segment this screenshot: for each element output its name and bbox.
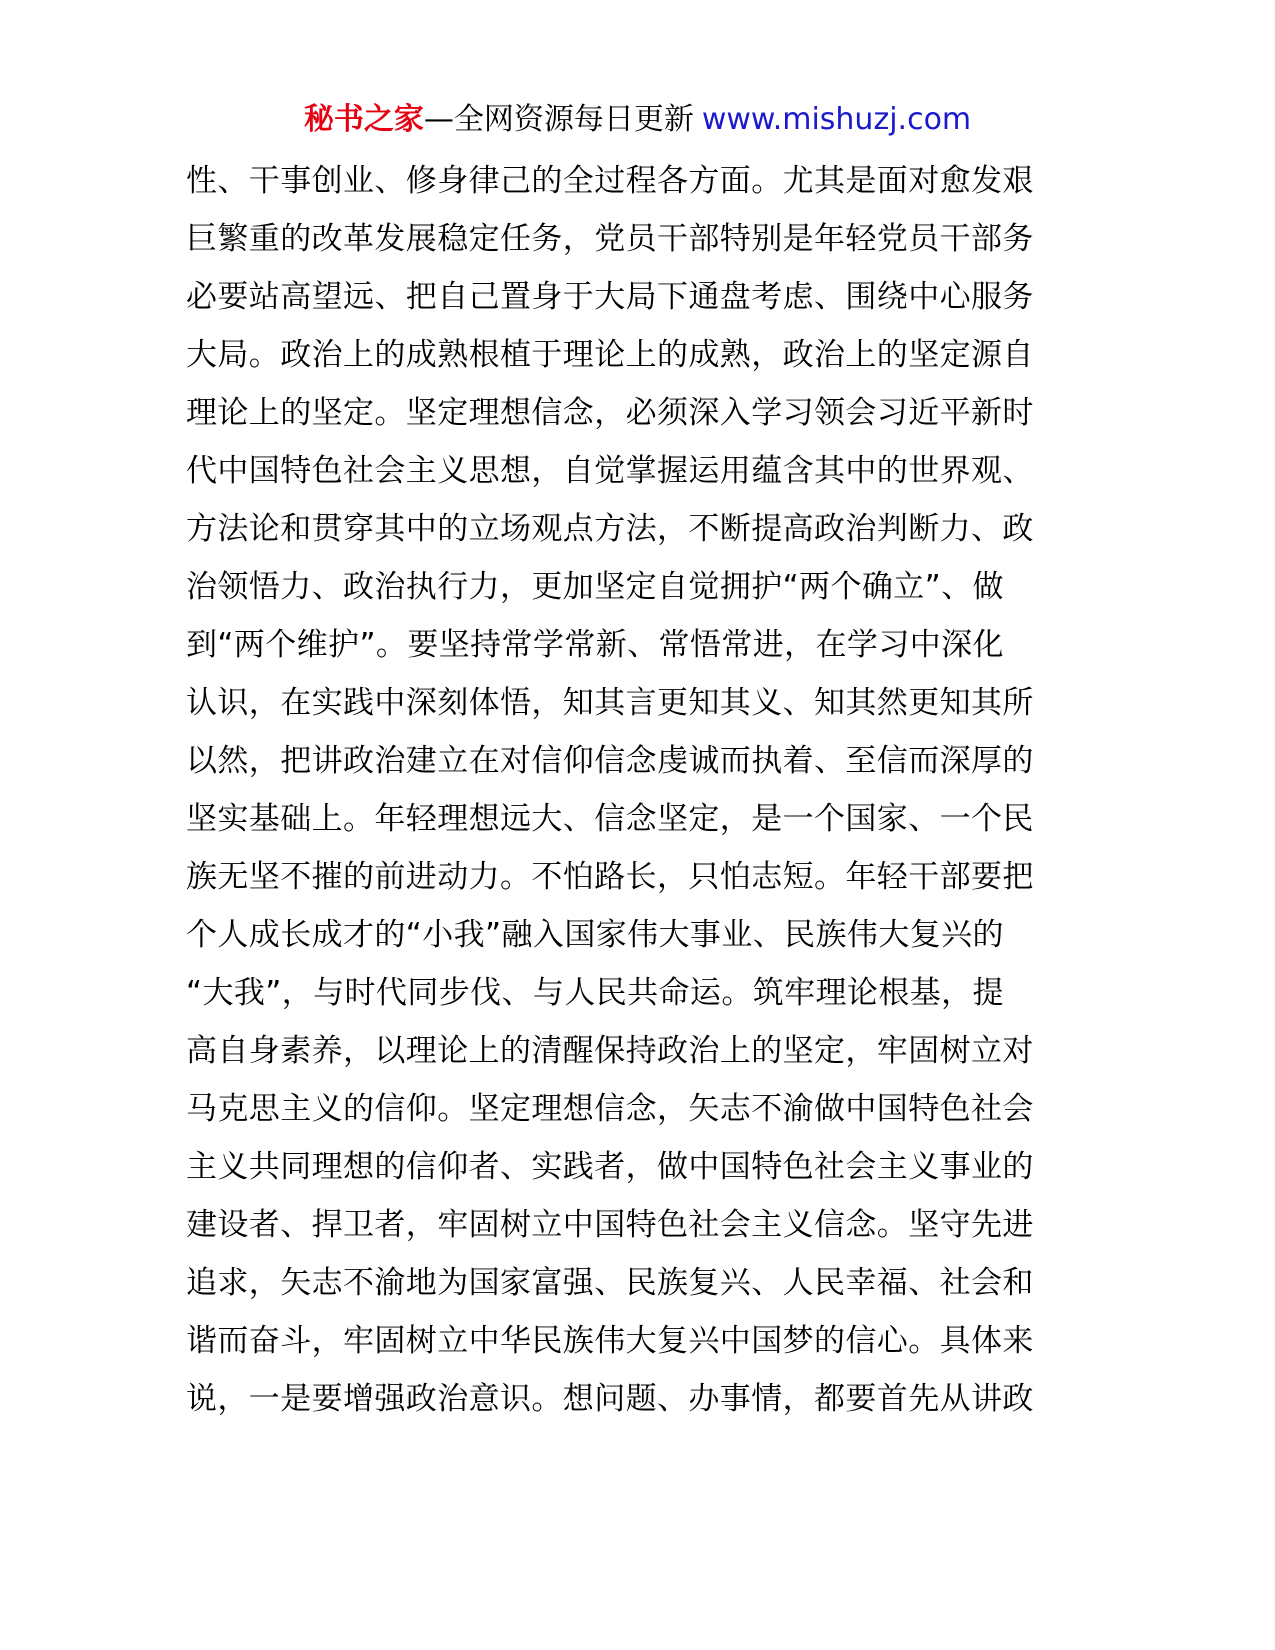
text-line: 马克思主义的信仰。坚定理想信念，矢志不渝做中国特色社会: [186, 1091, 1034, 1127]
text-line: 认识，在实践中深刻体悟，知其言更知其义、知其然更知其所: [186, 685, 1034, 721]
text-line: 巨繁重的改革发展稳定任务，党员干部特别是年轻党员干部务: [186, 221, 1034, 257]
text-line: 主义共同理想的信仰者、实践者，做中国特色社会主义事业的: [186, 1149, 1034, 1185]
website-url: www.mishuzj.com: [701, 102, 972, 137]
text-line: 理论上的坚定。坚定理想信念，必须深入学习领会习近平新时: [186, 395, 1034, 431]
text-line: “大我”，与时代同步伐、与人民共命运。筑牢理论根基，提: [186, 975, 1004, 1011]
text-line: 谐而奋斗，牢固树立中华民族伟大复兴中国梦的信心。具体来: [186, 1323, 1034, 1359]
page-header: [0, 98, 1275, 142]
text-line: 高自身素养，以理论上的清醒保持政治上的坚定，牢固树立对: [186, 1033, 1034, 1069]
text-line: 到“两个维护”。要坚持常学常新、常悟常进，在学习中深化: [186, 627, 1004, 663]
brand-name: 秘书之家: [303, 102, 424, 137]
text-line: 大局。政治上的成熟根植于理论上的成熟，政治上的坚定源自: [186, 337, 1034, 373]
text-line: 必要站高望远、把自己置身于大局下通盘考虑、围绕中心服务: [186, 279, 1034, 315]
text-line: 坚实基础上。年轻理想远大、信念坚定，是一个国家、一个民: [186, 801, 1034, 837]
text-line: 代中国特色社会主义思想，自觉掌握运用蕴含其中的世界观、: [186, 453, 1034, 489]
header-tagline: —全网资源每日更新: [423, 102, 694, 137]
text-line: 建设者、捍卫者，牢固树立中国特色社会主义信念。坚守先进: [186, 1207, 1034, 1243]
text-line: 追求，矢志不渝地为国家富强、民族复兴、人民幸福、社会和: [186, 1265, 1034, 1301]
text-line: 说，一是要增强政治意识。想问题、办事情，都要首先从讲政: [186, 1381, 1034, 1417]
text-line: 族无坚不摧的前进动力。不怕路长，只怕志短。年轻干部要把: [186, 859, 1034, 895]
text-line: 个人成长成才的“小我”融入国家伟大事业、民族伟大复兴的: [186, 917, 1004, 953]
text-line: 方法论和贯穿其中的立场观点方法，不断提高政治判断力、政: [186, 511, 1034, 547]
text-line: 以然，把讲政治建立在对信仰信念虔诚而执着、至信而深厚的: [186, 743, 1034, 779]
document-body: [186, 152, 1090, 1428]
text-line: 性、干事创业、修身律己的全过程各方面。尤其是面对愈发艰: [186, 163, 1034, 199]
text-line: 治领悟力、政治执行力，更加坚定自觉拥护“两个确立”、做: [186, 569, 1004, 605]
